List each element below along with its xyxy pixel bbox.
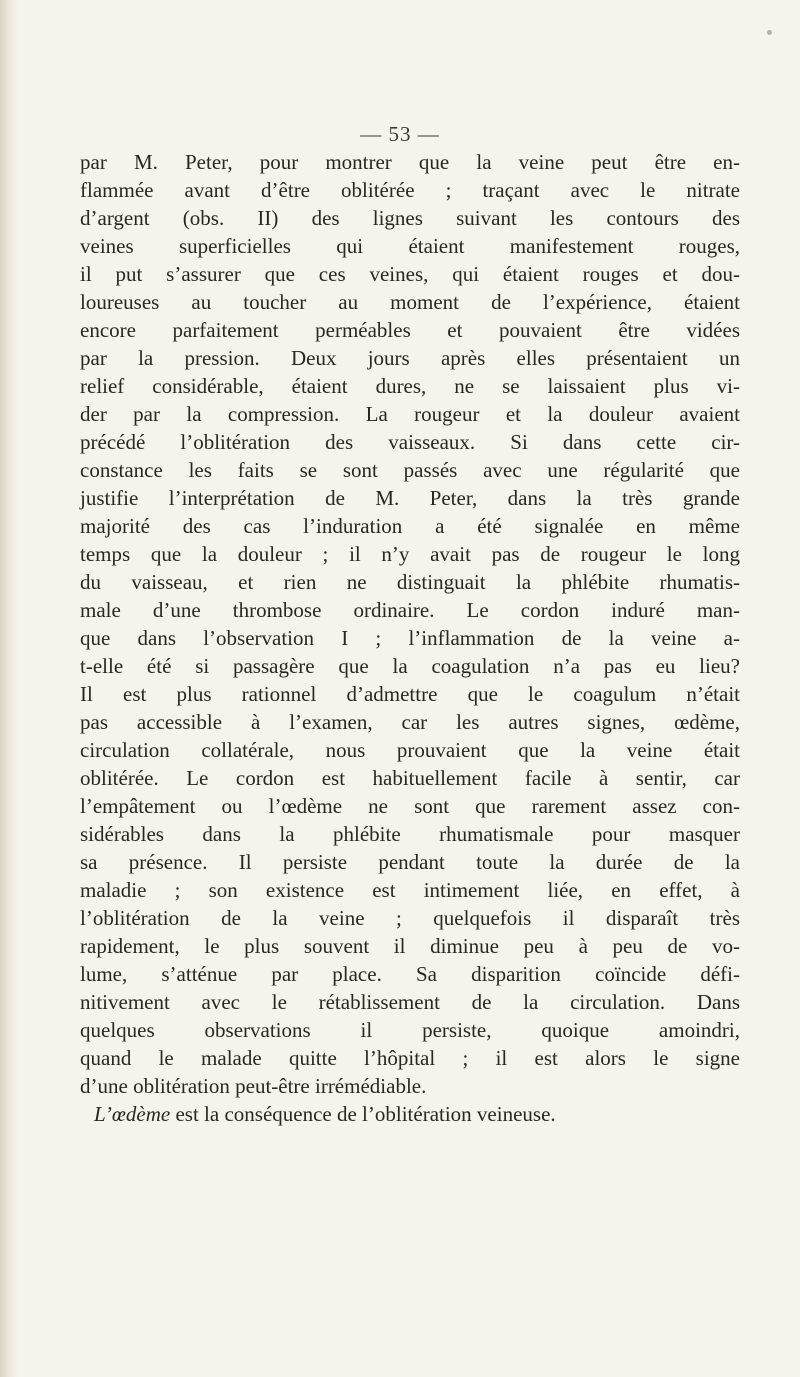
text-line: que dans l’observation I ; l’inflammation de la veine a- [80, 626, 740, 650]
text-line: précédé l’oblitération des vaisseaux. Si dans cette cir- [80, 430, 740, 454]
text-line: lume, s’atténue par place. Sa disparition coïncide défi- [80, 962, 740, 986]
text-line: l’oblitération de la veine ; quelquefois il disparaît très [80, 906, 740, 930]
text-line: il put s’assurer que ces veines, qui étaient rouges et dou- [80, 262, 740, 286]
text-line: majorité des cas l’induration a été signalée en même [80, 514, 740, 538]
paper-spot [767, 30, 772, 35]
text-line: loureuses au toucher au moment de l’expérience, étaient [80, 290, 740, 314]
body-text [80, 148, 740, 1128]
text-line: du vaisseau, et rien ne distinguait la phlébite rhumatis- [80, 570, 740, 594]
text-line: relief considérable, étaient dures, ne se laissaient plus vi- [80, 374, 740, 398]
text-line: nitivement avec le rétablissement de la circulation. Dans [80, 990, 740, 1014]
text-line: d’une oblitération peut-être irrémédiable. [80, 1074, 427, 1098]
text-line: maladie ; son existence est intimement liée, en effet, à [80, 878, 740, 902]
text-line: justifie l’interprétation de M. Peter, dans la très grande [80, 486, 740, 510]
text-line: rapidement, le plus souvent il diminue peu à peu de vo- [80, 934, 740, 958]
text-line: par M. Peter, pour montrer que la veine peut être en- [80, 150, 740, 174]
page-edge-shadow [0, 0, 18, 1377]
italic-term: L’œdème [94, 1102, 171, 1126]
text-line: sa présence. Il persiste pendant toute la durée de la [80, 850, 740, 874]
text-line: Il est plus rationnel d’admettre que le coagulum n’était [80, 682, 740, 706]
page-number: — 53 — [360, 122, 440, 146]
text-line: quand le malade quitte l’hôpital ; il est alors le signe [80, 1046, 740, 1070]
text-line: oblitérée. Le cordon est habituellement facile à sentir, car [80, 766, 740, 790]
text-line: par la pression. Deux jours après elles présentaient un [80, 346, 740, 370]
text-line: veines superficielles qui étaient manifestement rouges, [80, 234, 740, 258]
text-line: l’empâtement ou l’œdème ne sont que rarement assez con- [80, 794, 740, 818]
text-line: male d’une thrombose ordinaire. Le cordon induré man- [80, 598, 740, 622]
text-line: quelques observations il persiste, quoique amoindri, [80, 1018, 740, 1042]
text-line: t-elle été si passagère que la coagulation n’a pas eu lieu? [80, 654, 740, 678]
text-line: constance les faits se sont passés avec une régularité que [80, 458, 740, 482]
text-line: sidérables dans la phlébite rhumatismale pour masquer [80, 822, 740, 846]
text-line: temps que la douleur ; il n’y avait pas de rougeur le long [80, 542, 740, 566]
final-paragraph-text: est la conséquence de l’oblitération veineuse. [170, 1102, 556, 1126]
text-line: circulation collatérale, nous prouvaient que la veine était [80, 738, 740, 762]
final-paragraph [80, 1100, 740, 1128]
text-line: d’argent (obs. II) des lignes suivant les contours des [80, 206, 740, 230]
text-line: encore parfaitement perméables et pouvaient être vidées [80, 318, 740, 342]
text-line: der par la compression. La rougeur et la douleur avaient [80, 402, 740, 426]
text-line: flammée avant d’être oblitérée ; traçant avec le nitrate [80, 178, 740, 202]
text-line: pas accessible à l’examen, car les autres signes, œdème, [80, 710, 740, 734]
